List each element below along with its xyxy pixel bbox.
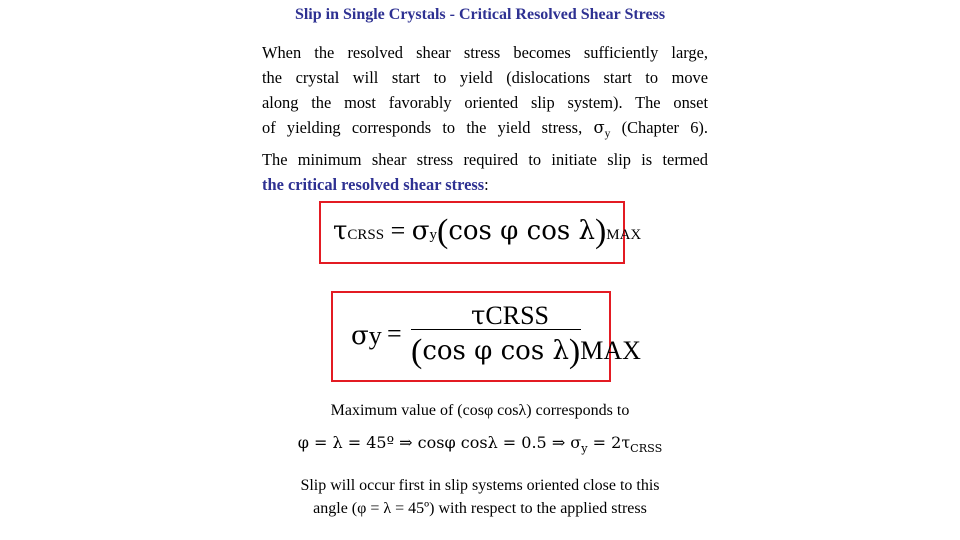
- condition-text: φ = λ = 45º ⇒ cosφ cosλ = 0.5 ⇒ σ: [297, 433, 582, 452]
- sigma-subscript: y: [368, 321, 382, 350]
- max-subscript: MAX: [606, 227, 642, 243]
- equation-box-1: [319, 201, 642, 264]
- tau-subscript: CRSS: [347, 227, 385, 243]
- sigma-subscript: y: [429, 227, 438, 243]
- open-paren: (: [437, 213, 449, 250]
- equals-sign: =: [390, 216, 406, 245]
- fraction-denominator: [411, 333, 641, 371]
- crss-subscript: CRSS: [630, 441, 663, 455]
- sigma-symbol: σ: [411, 216, 430, 246]
- sigma-subscript: y: [604, 128, 611, 141]
- conclusion-line-1: Slip will occur first in slip systems oriented close to this: [300, 477, 660, 494]
- fraction-bar: [411, 329, 581, 330]
- fraction-numerator: [471, 301, 549, 331]
- equals-sign: =: [387, 319, 402, 348]
- max-value-line: Maximum value of (cosφ cosλ) corresponds to: [330, 402, 630, 419]
- highlight-term: the critical resolved shear stress: [262, 175, 485, 195]
- colon: :: [484, 175, 489, 195]
- sigma-symbol: σ: [351, 321, 369, 351]
- close-paren: ): [594, 213, 607, 250]
- conclusion-line-2: angle (φ = λ = 45º) with respect to the applied stress: [313, 500, 647, 517]
- paragraph-line: along the most favorably oriented slip system). The onset: [262, 93, 708, 112]
- tau-symbol: τ: [471, 301, 486, 331]
- paragraph-line-highlight: [262, 172, 708, 197]
- paragraph-line: the crystal will start to yield (dislocations start to move: [262, 68, 708, 87]
- paragraph-line: When the resolved shear stress becomes sufficiently large,: [262, 43, 708, 62]
- paragraph-line: The minimum shear stress required to initiate slip is termed: [262, 150, 708, 170]
- condition-text: = 2τ: [587, 433, 631, 452]
- equation-1: [333, 213, 641, 251]
- cos-product: cos φ cos λ: [448, 216, 595, 246]
- tau-symbol: τ: [333, 216, 348, 246]
- paragraph-text: (Chapter 6).: [621, 118, 708, 137]
- tau-subscript: CRSS: [485, 301, 549, 330]
- paragraph-text: of yielding corresponds to the yield stress,: [262, 118, 583, 137]
- sigma-subscript: y: [581, 441, 588, 455]
- paragraph-line-yield: [262, 115, 708, 147]
- angle-condition-line: [0, 433, 960, 455]
- intro-paragraph: [262, 40, 708, 197]
- cos-product: cos φ cos λ: [422, 336, 569, 366]
- equation-2-lhs: [351, 321, 382, 351]
- equation-box-2: [331, 291, 641, 382]
- slide-title: Slip in Single Crystals - Critical Resolved Shear Stress: [294, 6, 666, 23]
- open-paren: (: [411, 333, 423, 370]
- max-subscript: MAX: [580, 336, 641, 365]
- close-paren: ): [568, 333, 581, 370]
- sigma-symbol: σ: [593, 118, 605, 137]
